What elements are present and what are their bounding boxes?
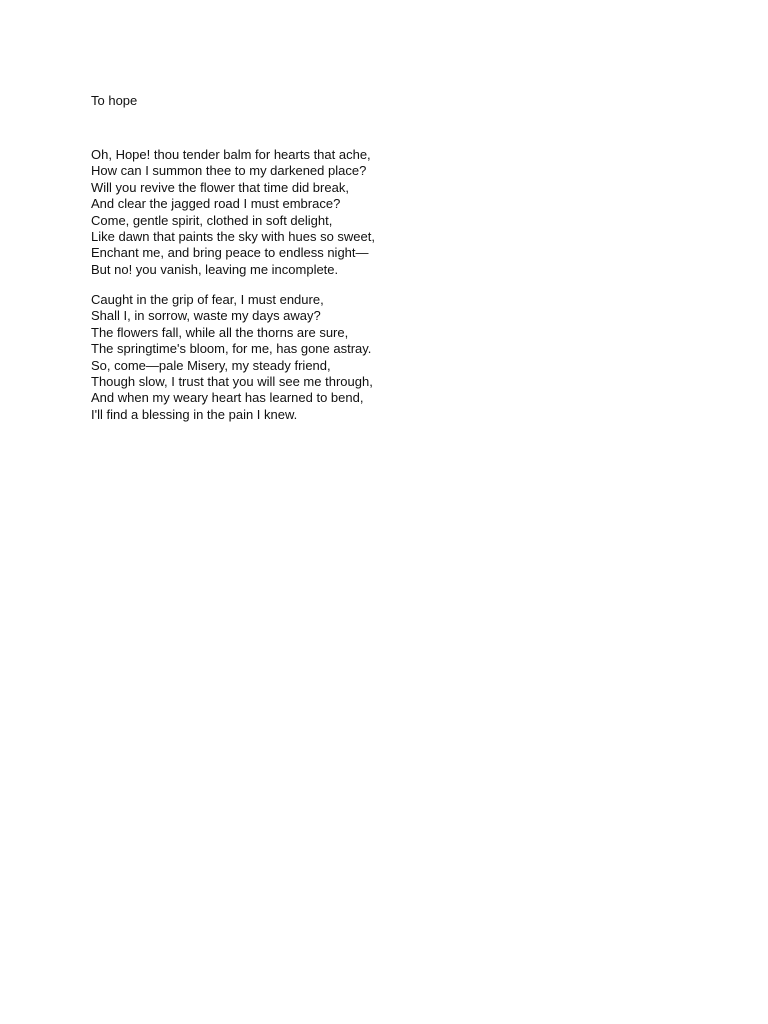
poem-line: Come, gentle spirit, clothed in soft delight,: [91, 212, 333, 228]
poem-line: So, come—pale Misery, my steady friend,: [91, 357, 331, 373]
poem-line: The springtime's bloom, for me, has gone astray.: [91, 341, 372, 357]
poem-line: Like dawn that paints the sky with hues so sweet,: [91, 229, 375, 245]
poem-line: I'll find a blessing in the pain I knew.: [91, 406, 298, 422]
poem-line: How can I summon thee to my darkened place?: [91, 163, 367, 179]
poem-line: Though slow, I trust that you will see me through,: [91, 374, 373, 390]
poem-line: But no! you vanish, leaving me incomplete.: [91, 261, 339, 277]
poem-line: Caught in the grip of fear, I must endure,: [91, 292, 324, 307]
stanza-2: [91, 292, 373, 423]
poem-line: And clear the jagged road I must embrace?: [91, 196, 341, 212]
poem-line: And when my weary heart has learned to bend,: [91, 390, 364, 406]
poem-title: To hope: [91, 93, 138, 108]
poem-line: Enchant me, and bring peace to endless night—: [91, 245, 369, 261]
poem-line: Will you revive the flower that time did break,: [91, 179, 349, 195]
stanza-1: [91, 147, 375, 278]
poem-line: The flowers fall, while all the thorns are sure,: [91, 324, 349, 340]
poem-line: Shall I, in sorrow, waste my days away?: [91, 308, 321, 324]
poem-line: Oh, Hope! thou tender balm for hearts that ache,: [91, 147, 371, 162]
